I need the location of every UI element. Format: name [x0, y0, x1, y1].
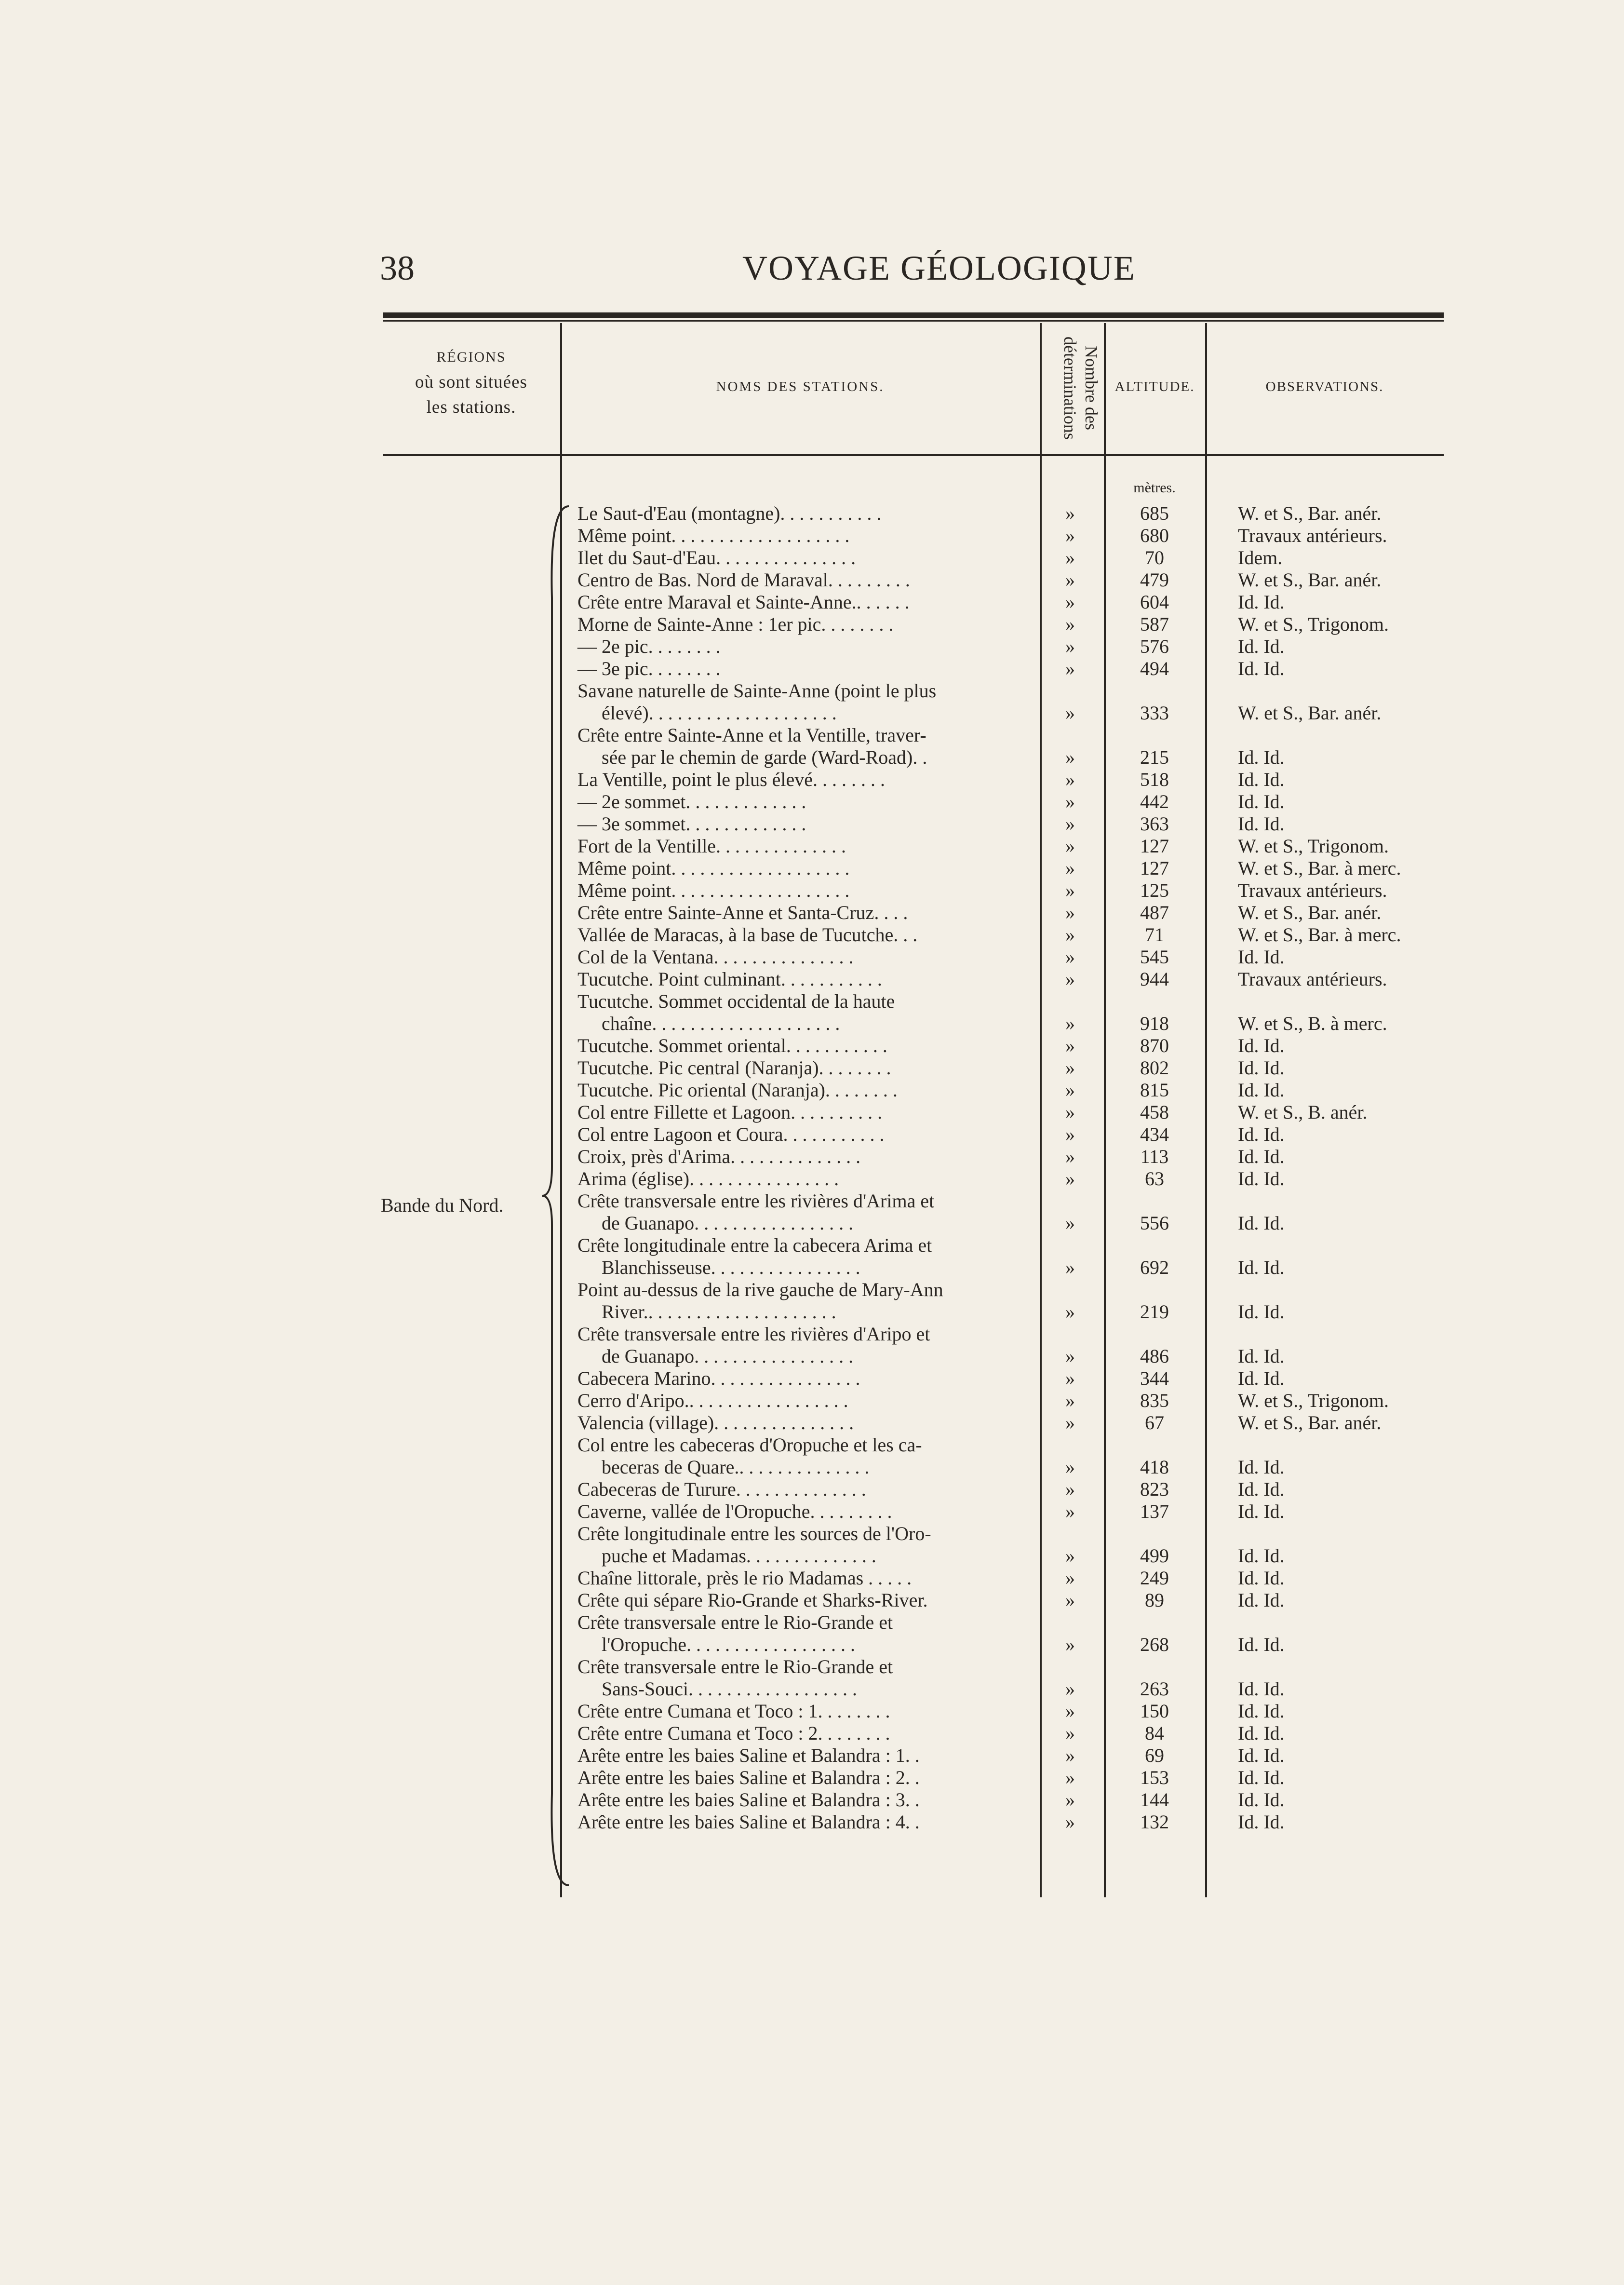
- station-observation: Id. Id.: [1238, 1212, 1285, 1234]
- station-altitude: 268: [1140, 1634, 1169, 1655]
- page-number: 38: [380, 249, 415, 287]
- station-observation: Id. Id.: [1238, 791, 1285, 812]
- station-altitude: 604: [1140, 591, 1169, 613]
- station-count: »: [1065, 591, 1075, 613]
- table-row: [0, 1057, 1624, 1079]
- table-row: [0, 1123, 1624, 1146]
- station-count: »: [1065, 1057, 1075, 1079]
- station-name: Cerro d'Aripo.. . . . . . . . . . . . . . . . .: [577, 1390, 848, 1411]
- top-rule-thin: [383, 320, 1444, 322]
- station-name: Cabeceras de Turure. . . . . . . . . . . . . .: [577, 1478, 866, 1500]
- station-observation: Id. Id.: [1238, 1057, 1285, 1079]
- station-observation: W. et S., B. à merc.: [1238, 1013, 1387, 1034]
- station-count: »: [1065, 525, 1075, 546]
- station-observation: Id. Id.: [1238, 1501, 1285, 1522]
- station-count: »: [1065, 635, 1075, 657]
- station-observation: Id. Id.: [1238, 813, 1285, 835]
- station-observation: Id. Id.: [1238, 746, 1285, 768]
- station-name-line2: beceras de Quare.. . . . . . . . . . . . . .: [602, 1456, 870, 1478]
- table-row: [0, 1390, 1624, 1412]
- station-count: »: [1065, 1412, 1075, 1433]
- station-observation: Id. Id.: [1238, 1345, 1285, 1367]
- station-observation: Id. Id.: [1238, 1634, 1285, 1655]
- table-row: [0, 658, 1624, 680]
- station-observation: Id. Id.: [1238, 769, 1285, 790]
- station-altitude: 71: [1145, 924, 1164, 946]
- station-name: Arête entre les baies Saline et Balandra : 4. .: [577, 1811, 920, 1833]
- station-count: »: [1065, 613, 1075, 635]
- station-count: »: [1065, 1101, 1075, 1123]
- station-altitude: 132: [1140, 1811, 1169, 1833]
- station-name: Col de la Ventana. . . . . . . . . . . . . . .: [577, 946, 854, 968]
- table-row: [0, 1722, 1624, 1744]
- table-row: [0, 769, 1624, 791]
- station-name: Caverne, vallée de l'Oropuche. . . . . . . . .: [577, 1501, 892, 1522]
- station-altitude: 518: [1140, 769, 1169, 790]
- station-count: »: [1065, 1367, 1075, 1389]
- station-name: La Ventille, point le plus élevé. . . . . . . .: [577, 769, 886, 790]
- station-altitude: 137: [1140, 1501, 1169, 1522]
- table-row: [0, 791, 1624, 813]
- table-row: [0, 724, 1624, 769]
- column-header-region-caps: RÉGIONS: [436, 349, 506, 365]
- station-count: »: [1065, 1257, 1075, 1278]
- column-header-region: [383, 345, 559, 420]
- station-altitude: 556: [1140, 1212, 1169, 1234]
- station-observation: Id. Id.: [1238, 1301, 1285, 1323]
- station-count: »: [1065, 1700, 1075, 1722]
- station-count: »: [1065, 1722, 1075, 1744]
- station-count: »: [1065, 547, 1075, 568]
- station-observation: W. et S., Bar. à merc.: [1238, 924, 1401, 946]
- station-name: Vallée de Maracas, à la base de Tucutche. . .: [577, 924, 918, 946]
- station-count: »: [1065, 1744, 1075, 1766]
- station-altitude: 219: [1140, 1301, 1169, 1323]
- table-row: [0, 1079, 1624, 1101]
- station-name-line2: puche et Madamas. . . . . . . . . . . . . .: [602, 1545, 876, 1567]
- station-name-line2: Blanchisseuse. . . . . . . . . . . . . . . .: [602, 1257, 860, 1278]
- station-altitude: 63: [1145, 1168, 1164, 1190]
- station-name-line1: Tucutche. Sommet occidental de la haute: [577, 990, 895, 1012]
- table-row: [0, 1234, 1624, 1279]
- table-row: [0, 968, 1624, 990]
- station-name: [577, 1190, 1032, 1234]
- station-altitude: 815: [1140, 1079, 1169, 1101]
- station-altitude: 153: [1140, 1767, 1169, 1788]
- station-altitude: 69: [1145, 1744, 1164, 1766]
- table-row: [0, 902, 1624, 924]
- station-name-line1: Savane naturelle de Sainte-Anne (point le plus: [577, 680, 937, 702]
- station-observation: Id. Id.: [1238, 591, 1285, 613]
- station-observation: W. et S., Bar. anér.: [1238, 502, 1382, 524]
- station-count: »: [1065, 924, 1075, 946]
- station-observation: Id. Id.: [1238, 1678, 1285, 1700]
- station-observation: Id. Id.: [1238, 1700, 1285, 1722]
- station-observation: W. et S., Bar. anér.: [1238, 1412, 1382, 1433]
- station-count: »: [1065, 968, 1075, 990]
- table-row: [0, 1035, 1624, 1057]
- station-name: [577, 680, 1032, 724]
- table-row: [0, 946, 1624, 968]
- station-observation: W. et S., Trigonom.: [1238, 613, 1389, 635]
- table-row: [0, 990, 1624, 1035]
- table-row: [0, 1434, 1624, 1478]
- station-name: [577, 724, 1032, 769]
- station-name: Même point. . . . . . . . . . . . . . . . . . .: [577, 857, 850, 879]
- station-count: »: [1065, 791, 1075, 812]
- station-observation: W. et S., Trigonom.: [1238, 1390, 1389, 1411]
- table-row: [0, 1767, 1624, 1789]
- station-observation: Id. Id.: [1238, 1567, 1285, 1589]
- station-name-line1: Crête transversale entre le Rio-Grande et: [577, 1611, 893, 1633]
- table-row: [0, 1789, 1624, 1811]
- station-altitude: 680: [1140, 525, 1169, 546]
- station-altitude: 823: [1140, 1478, 1169, 1500]
- station-altitude: 84: [1145, 1722, 1164, 1744]
- station-observation: Id. Id.: [1238, 1744, 1285, 1766]
- station-name: Valencia (village). . . . . . . . . . . . . . .: [577, 1412, 854, 1433]
- station-altitude: 434: [1140, 1123, 1169, 1145]
- station-observation: Id. Id.: [1238, 1257, 1285, 1278]
- station-observation: Id. Id.: [1238, 1367, 1285, 1389]
- station-name-line1: Crête transversale entre les rivières d'Arima et: [577, 1190, 935, 1212]
- table-row: [0, 1412, 1624, 1434]
- station-count: »: [1065, 1589, 1075, 1611]
- station-name: Ilet du Saut-d'Eau. . . . . . . . . . . . . . .: [577, 547, 856, 568]
- station-altitude: 587: [1140, 613, 1169, 635]
- station-count: »: [1065, 857, 1075, 879]
- station-count: »: [1065, 1767, 1075, 1788]
- station-name: Croix, près d'Arima. . . . . . . . . . . . . .: [577, 1146, 861, 1167]
- station-observation: Id. Id.: [1238, 1456, 1285, 1478]
- station-observation: Idem.: [1238, 547, 1283, 568]
- station-count: »: [1065, 902, 1075, 923]
- station-altitude: 576: [1140, 635, 1169, 657]
- station-name-line2: River.. . . . . . . . . . . . . . . . . . . .: [602, 1301, 836, 1323]
- station-altitude: 442: [1140, 791, 1169, 812]
- station-observation: Id. Id.: [1238, 1478, 1285, 1500]
- station-observation: Id. Id.: [1238, 1168, 1285, 1190]
- station-observation: Id. Id.: [1238, 1079, 1285, 1101]
- station-observation: Id. Id.: [1238, 1035, 1285, 1056]
- station-count: »: [1065, 835, 1075, 857]
- station-name-line1: Crête transversale entre les rivières d'Aripo et: [577, 1323, 930, 1345]
- station-count: »: [1065, 813, 1075, 835]
- station-count: »: [1065, 1678, 1075, 1700]
- table-row: [0, 813, 1624, 835]
- station-observation: Travaux antérieurs.: [1238, 525, 1387, 546]
- station-count: »: [1065, 1811, 1075, 1833]
- table-row: [0, 613, 1624, 635]
- station-name: — 2e pic. . . . . . . .: [577, 635, 721, 657]
- station-observation: Id. Id.: [1238, 1789, 1285, 1811]
- station-count: »: [1065, 1634, 1075, 1655]
- station-observation: Id. Id.: [1238, 1767, 1285, 1788]
- station-altitude: 150: [1140, 1700, 1169, 1722]
- table-row: [0, 835, 1624, 857]
- column-header-region-line2: où sont situées: [415, 372, 527, 392]
- station-name: Crête qui sépare Rio-Grande et Sharks-River.: [577, 1589, 928, 1611]
- station-name: [577, 1656, 1032, 1700]
- station-count: »: [1065, 1478, 1075, 1500]
- station-name: Même point. . . . . . . . . . . . . . . . . . .: [577, 879, 850, 901]
- station-count: »: [1065, 1035, 1075, 1056]
- station-count: »: [1065, 1789, 1075, 1811]
- station-name: Tucutche. Pic oriental (Naranja). . . . . . . .: [577, 1079, 898, 1101]
- station-name-line2: l'Oropuche. . . . . . . . . . . . . . . . . .: [602, 1634, 856, 1655]
- station-count: »: [1065, 1545, 1075, 1567]
- station-name-line1: Crête longitudinale entre la cabecera Arima et: [577, 1234, 932, 1256]
- station-count: »: [1065, 946, 1075, 968]
- station-altitude: 918: [1140, 1013, 1169, 1034]
- station-name: Arête entre les baies Saline et Balandra : 3. .: [577, 1789, 920, 1811]
- table-row: [0, 857, 1624, 879]
- station-name-line2: de Guanapo. . . . . . . . . . . . . . . . .: [602, 1212, 854, 1234]
- table-row: [0, 1700, 1624, 1722]
- station-count: »: [1065, 1567, 1075, 1589]
- station-name: — 3e pic. . . . . . . .: [577, 658, 721, 679]
- station-observation: W. et S., B. anér.: [1238, 1101, 1368, 1123]
- station-altitude: 835: [1140, 1390, 1169, 1411]
- station-observation: W. et S., Bar. anér.: [1238, 702, 1382, 724]
- station-name: Même point. . . . . . . . . . . . . . . . . . .: [577, 525, 850, 546]
- station-name-line2: élevé). . . . . . . . . . . . . . . . . . . .: [602, 702, 837, 724]
- station-observation: Id. Id.: [1238, 946, 1285, 968]
- table-row: [0, 1523, 1624, 1567]
- station-altitude: 685: [1140, 502, 1169, 524]
- station-name-line1: Col entre les cabeceras d'Oropuche et les ca-: [577, 1434, 922, 1456]
- station-name-line2: sée par le chemin de garde (Ward-Road). .: [602, 746, 927, 768]
- station-altitude: 802: [1140, 1057, 1169, 1079]
- station-altitude: 494: [1140, 658, 1169, 679]
- table-row: [0, 1501, 1624, 1523]
- table-row: [0, 591, 1624, 613]
- station-name: Chaîne littorale, près le rio Madamas . . . . .: [577, 1567, 912, 1589]
- station-observation: Id. Id.: [1238, 1123, 1285, 1145]
- station-count: »: [1065, 1301, 1075, 1323]
- table-row: [0, 1323, 1624, 1367]
- table-row: [0, 1656, 1624, 1700]
- table-row: [0, 1279, 1624, 1323]
- station-observation: Id. Id.: [1238, 1722, 1285, 1744]
- station-name: Arima (église). . . . . . . . . . . . . . . .: [577, 1168, 839, 1190]
- station-name: [577, 1279, 1032, 1323]
- station-count: »: [1065, 569, 1075, 591]
- station-altitude: 125: [1140, 879, 1169, 901]
- station-altitude: 89: [1145, 1589, 1164, 1611]
- station-count: »: [1065, 1168, 1075, 1190]
- station-count: »: [1065, 1501, 1075, 1522]
- station-altitude: 458: [1140, 1101, 1169, 1123]
- station-altitude: 545: [1140, 946, 1169, 968]
- station-name-line2: Sans-Souci. . . . . . . . . . . . . . . . . .: [602, 1678, 857, 1700]
- station-name: [577, 1434, 1032, 1478]
- table-row: [0, 502, 1624, 525]
- station-altitude: 487: [1140, 902, 1169, 923]
- station-count: »: [1065, 1146, 1075, 1167]
- station-altitude: 113: [1140, 1146, 1169, 1167]
- table-row: [0, 1478, 1624, 1501]
- station-altitude: 344: [1140, 1367, 1169, 1389]
- table-row: [0, 879, 1624, 902]
- station-observation: Id. Id.: [1238, 1811, 1285, 1833]
- column-header-nombre: Nombre des déterminations: [1060, 336, 1101, 440]
- station-count: »: [1065, 1345, 1075, 1367]
- station-count: »: [1065, 702, 1075, 724]
- station-altitude: 363: [1140, 813, 1169, 835]
- station-altitude: 486: [1140, 1345, 1169, 1367]
- station-observation: Travaux antérieurs.: [1238, 879, 1387, 901]
- station-observation: Id. Id.: [1238, 1545, 1285, 1567]
- station-name: Tucutche. Pic central (Naranja). . . . . . . .: [577, 1057, 891, 1079]
- table-row: [0, 1611, 1624, 1656]
- station-altitude: 479: [1140, 569, 1169, 591]
- station-name: Fort de la Ventille. . . . . . . . . . . . . .: [577, 835, 846, 857]
- station-count: »: [1065, 769, 1075, 790]
- station-name-line2: de Guanapo. . . . . . . . . . . . . . . . .: [602, 1345, 854, 1367]
- station-name: [577, 1523, 1032, 1567]
- station-count: »: [1065, 746, 1075, 768]
- station-observation: Id. Id.: [1238, 635, 1285, 657]
- station-observation: W. et S., Trigonom.: [1238, 835, 1389, 857]
- station-altitude: 144: [1140, 1789, 1169, 1811]
- station-name: Le Saut-d'Eau (montagne). . . . . . . . . . .: [577, 502, 882, 524]
- table-row: [0, 635, 1624, 658]
- station-observation: Travaux antérieurs.: [1238, 968, 1387, 990]
- station-table: [0, 502, 1624, 1833]
- table-row: [0, 1367, 1624, 1390]
- region-label: Bande du Nord.: [381, 1194, 504, 1216]
- column-header-altitude: ALTITUDE.: [1114, 379, 1195, 394]
- table-row: [0, 1744, 1624, 1767]
- top-rule: [383, 312, 1444, 318]
- station-count: »: [1065, 1079, 1075, 1101]
- table-row: [0, 1146, 1624, 1168]
- station-count: »: [1065, 658, 1075, 679]
- station-name-line1: Point au-dessus de la rive gauche de Mary-Ann: [577, 1279, 943, 1300]
- station-altitude: 249: [1140, 1567, 1169, 1589]
- station-observation: Id. Id.: [1238, 1146, 1285, 1167]
- station-count: »: [1065, 1123, 1075, 1145]
- station-observation: W. et S., Bar. à merc.: [1238, 857, 1401, 879]
- station-name-line2: chaîne. . . . . . . . . . . . . . . . . . . .: [602, 1013, 840, 1034]
- station-altitude: 499: [1140, 1545, 1169, 1567]
- station-name: Arête entre les baies Saline et Balandra : 2. .: [577, 1767, 920, 1788]
- station-name: Crête entre Maraval et Sainte-Anne.. . . . . .: [577, 591, 910, 613]
- station-name: Tucutche. Sommet oriental. . . . . . . . . . .: [577, 1035, 887, 1056]
- station-name: Col entre Lagoon et Coura. . . . . . . . . . .: [577, 1123, 885, 1145]
- station-count: »: [1065, 1013, 1075, 1034]
- running-title: VOYAGE GÉOLOGIQUE: [742, 249, 1136, 287]
- station-name: Arête entre les baies Saline et Balandra : 1. .: [577, 1744, 920, 1766]
- table-row: [0, 1589, 1624, 1611]
- column-header-observations: OBSERVATIONS.: [1265, 379, 1384, 394]
- table-row: [0, 924, 1624, 946]
- station-altitude: 70: [1145, 547, 1164, 568]
- column-header-names: NOMS DES STATIONS.: [716, 379, 885, 394]
- table-row: [0, 1811, 1624, 1833]
- station-name: Crête entre Cumana et Toco : 1. . . . . . . .: [577, 1700, 890, 1722]
- station-name: Morne de Sainte-Anne : 1er pic. . . . . . . .: [577, 613, 894, 635]
- station-count: »: [1065, 1390, 1075, 1411]
- station-altitude: 944: [1140, 968, 1169, 990]
- station-name: Cabecera Marino. . . . . . . . . . . . . . . .: [577, 1367, 860, 1389]
- table-row: [0, 680, 1624, 724]
- station-count: »: [1065, 1212, 1075, 1234]
- station-altitude: 263: [1140, 1678, 1169, 1700]
- station-name: — 2e sommet. . . . . . . . . . . . .: [577, 791, 806, 812]
- station-altitude: 215: [1140, 746, 1169, 768]
- table-row: [0, 1168, 1624, 1190]
- station-name: [577, 1234, 1032, 1279]
- station-count: »: [1065, 879, 1075, 901]
- table-row: [0, 1101, 1624, 1123]
- station-name: Centro de Bas. Nord de Maraval. . . . . . . . .: [577, 569, 910, 591]
- station-altitude: 333: [1140, 702, 1169, 724]
- station-name: [577, 1611, 1032, 1656]
- station-altitude: 67: [1145, 1412, 1164, 1433]
- station-name: [577, 990, 1032, 1035]
- table-row: [0, 525, 1624, 547]
- station-observation: Id. Id.: [1238, 1589, 1285, 1611]
- column-header-region-line3: les stations.: [426, 397, 516, 417]
- station-observation: W. et S., Bar. anér.: [1238, 569, 1382, 591]
- station-altitude: 127: [1140, 835, 1169, 857]
- station-observation: W. et S., Bar. anér.: [1238, 902, 1382, 923]
- table-row: [0, 547, 1624, 569]
- header-rule: [383, 454, 1444, 456]
- station-altitude: 418: [1140, 1456, 1169, 1478]
- station-name: Crête entre Sainte-Anne et Santa-Cruz. . . .: [577, 902, 908, 923]
- station-observation: Id. Id.: [1238, 658, 1285, 679]
- station-altitude: 692: [1140, 1257, 1169, 1278]
- table-row: [0, 1190, 1624, 1234]
- station-name: Crête entre Cumana et Toco : 2. . . . . . . .: [577, 1722, 890, 1744]
- station-name: Tucutche. Point culminant. . . . . . . . . . .: [577, 968, 882, 990]
- altitude-unit: mètres.: [1133, 480, 1176, 496]
- station-name-line1: Crête longitudinale entre les sources de l'Oro-: [577, 1523, 931, 1544]
- station-name: — 3e sommet. . . . . . . . . . . . .: [577, 813, 806, 835]
- station-altitude: 127: [1140, 857, 1169, 879]
- table-row: [0, 1567, 1624, 1589]
- station-count: »: [1065, 1456, 1075, 1478]
- station-name-line1: Crête transversale entre le Rio-Grande et: [577, 1656, 893, 1677]
- station-count: »: [1065, 502, 1075, 524]
- station-name: [577, 1323, 1032, 1367]
- station-name-line1: Crête entre Sainte-Anne et la Ventille, traver-: [577, 724, 926, 746]
- table-row: [0, 569, 1624, 591]
- station-name: Col entre Fillette et Lagoon. . . . . . . . . .: [577, 1101, 883, 1123]
- station-altitude: 870: [1140, 1035, 1169, 1056]
